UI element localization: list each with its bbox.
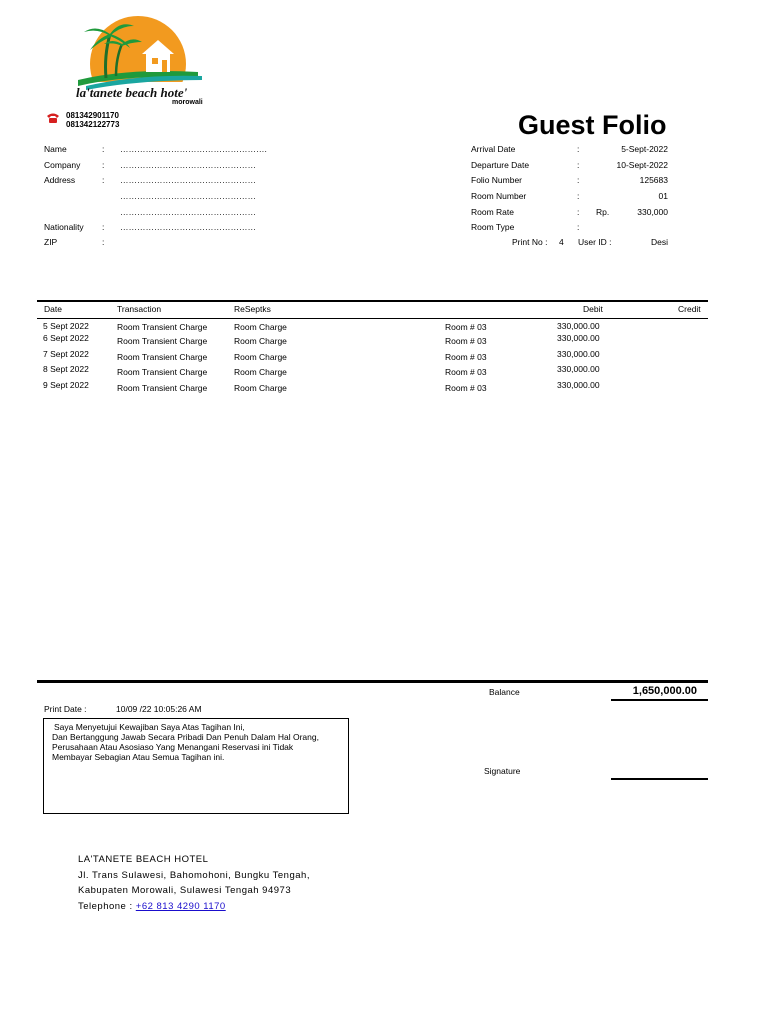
guest-sep: : [102,160,105,170]
guest-sep: : [102,222,105,232]
cell-debit: 330,000.00 [557,349,600,359]
table-row [0,380,768,394]
address-line: Kabupaten Morowali, Sulawesi Tengah 94973 [78,885,292,896]
cell-room: Room # 03 [445,367,487,377]
cell-remarks: Room Charge [234,336,287,346]
stay-label-folio: Folio Number [471,175,523,185]
guest-label-company: Company [44,160,81,170]
guest-value-address: ………………………………………… [120,175,256,185]
guest-sep: : [102,237,105,247]
stay-value-room-rate: 330,000 [637,207,668,217]
cell-room: Room # 03 [445,383,487,393]
stay-sep: : [577,207,580,217]
stay-value-departure: 10-Sept-2022 [616,160,668,170]
cell-room: Room # 03 [445,322,487,332]
guest-value-name: ……………………………………………. [120,144,267,154]
address-line: Jl. Trans Sulawesi, Bahomohoni, Bungku Tengah, [78,869,310,881]
stay-label-room-number: Room Number [471,191,527,201]
guest-value-company: ………………………………………… [120,160,256,170]
cell-transaction: Room Transient Charge [117,336,208,346]
logo-location: morowali [172,99,203,106]
table-row [0,364,768,378]
stay-label-arrival: Arrival Date [471,144,516,154]
cell-room: Room # 03 [445,352,487,362]
cell-remarks: Room Charge [234,383,287,393]
telephone-line [78,899,310,915]
agreement-line: Saya Menyetujui Kewajiban Saya Atas Tagihan Ini, [54,722,245,732]
logo-name: la'tanete beach hote' [76,85,188,100]
header-date: Date [44,304,62,314]
cell-date: 6 Sept 2022 [43,333,89,343]
cell-transaction: Room Transient Charge [117,383,208,393]
stay-sep: : [577,191,580,201]
cell-debit: 330,000.00 [557,380,600,390]
cell-remarks: Room Charge [234,352,287,362]
stay-sep: : [577,222,580,232]
page-title: Guest Folio [518,110,667,140]
cell-debit: 330,000.00 [557,333,600,343]
phone-numbers [66,111,119,129]
guest-sep: : [102,175,105,185]
table-row [0,349,768,363]
balance-underline [611,699,708,701]
hotel-address [78,852,310,914]
header-credit: Credit [678,304,701,314]
agreement-text [52,722,319,762]
user-id-label: User ID : [578,237,612,247]
balance-label: Balance [489,687,520,697]
cell-remarks: Room Charge [234,322,287,332]
stay-sep: : [577,160,580,170]
stay-label-departure: Departure Date [471,160,530,170]
user-id-value: Desi [650,237,668,247]
telephone-icon [46,112,60,124]
guest-label-zip: ZIP [44,237,58,247]
guest-value-nationality: ………………………………………… [120,222,256,232]
header-transaction: Transaction [117,304,162,314]
print-date-value: 10/09 /22 10:05:26 AM [116,704,202,714]
cell-transaction: Room Transient Charge [117,352,208,362]
stay-value-room-number: 01 [658,191,668,201]
stay-value-folio: 125683 [639,175,668,185]
cell-transaction: Room Transient Charge [117,367,208,377]
telephone-label: Telephone : [78,900,133,912]
cell-date: 7 Sept 2022 [43,349,89,359]
agreement-line: Perusahaan Atau Asosiaso Yang Menangani Reservasi ini Tidak [52,742,294,752]
stay-value-arrival: 5-Sept-2022 [621,144,668,154]
signature-label: Signature [484,766,521,776]
print-no-label: Print No : [512,237,548,247]
guest-label-name: Name [44,144,67,154]
phone-number: 081342901170 [66,111,119,120]
table-bottom-rule [37,680,708,683]
guest-value-address-2: ………………………………………… [120,191,256,201]
cell-room: Room # 03 [445,336,487,346]
cell-debit: 330,000.00 [557,321,600,331]
phone-number: 081342122773 [66,120,120,129]
guest-value-address-3: ………………………………………… [120,207,256,217]
table-header-rule [37,318,708,319]
cell-date: 9 Sept 2022 [43,380,89,390]
header-remarks: ReSeptks [234,304,271,314]
table-top-rule [37,300,708,302]
hotel-name: LA'TANETE BEACH HOTEL [78,854,209,865]
agreement-line: Membayar Sebagian Atau Semua Tagihan ini. [52,752,225,762]
cell-remarks: Room Charge [234,367,287,377]
cell-date: 8 Sept 2022 [43,364,89,374]
signature-line [611,778,708,780]
balance-value: 1,650,000.00 [632,685,697,697]
guest-label-address: Address [44,175,76,185]
telephone-link[interactable]: +62 813 4290 1170 [135,900,226,912]
print-no-value: 4 [559,237,564,247]
stay-label-room-type: Room Type [471,222,515,232]
cell-debit: 330,000.00 [557,364,600,374]
stay-sep: : [577,175,580,185]
guest-sep: : [102,144,105,154]
cell-transaction: Room Transient Charge [117,322,208,332]
stay-currency: Rp. [596,207,610,217]
cell-date: 5 Sept 2022 [43,321,89,331]
table-header [0,304,768,316]
table-row [0,333,768,347]
guest-label-nationality: Nationality [44,222,84,232]
stay-label-room-rate: Room Rate [471,207,514,217]
header-debit: Debit [583,304,603,314]
print-date-label: Print Date : [44,704,87,714]
agreement-line: Dan Bertanggung Jawab Secara Pribadi Dan Penuh Dalam Hal Orang, [52,732,319,742]
stay-sep: : [577,144,580,154]
